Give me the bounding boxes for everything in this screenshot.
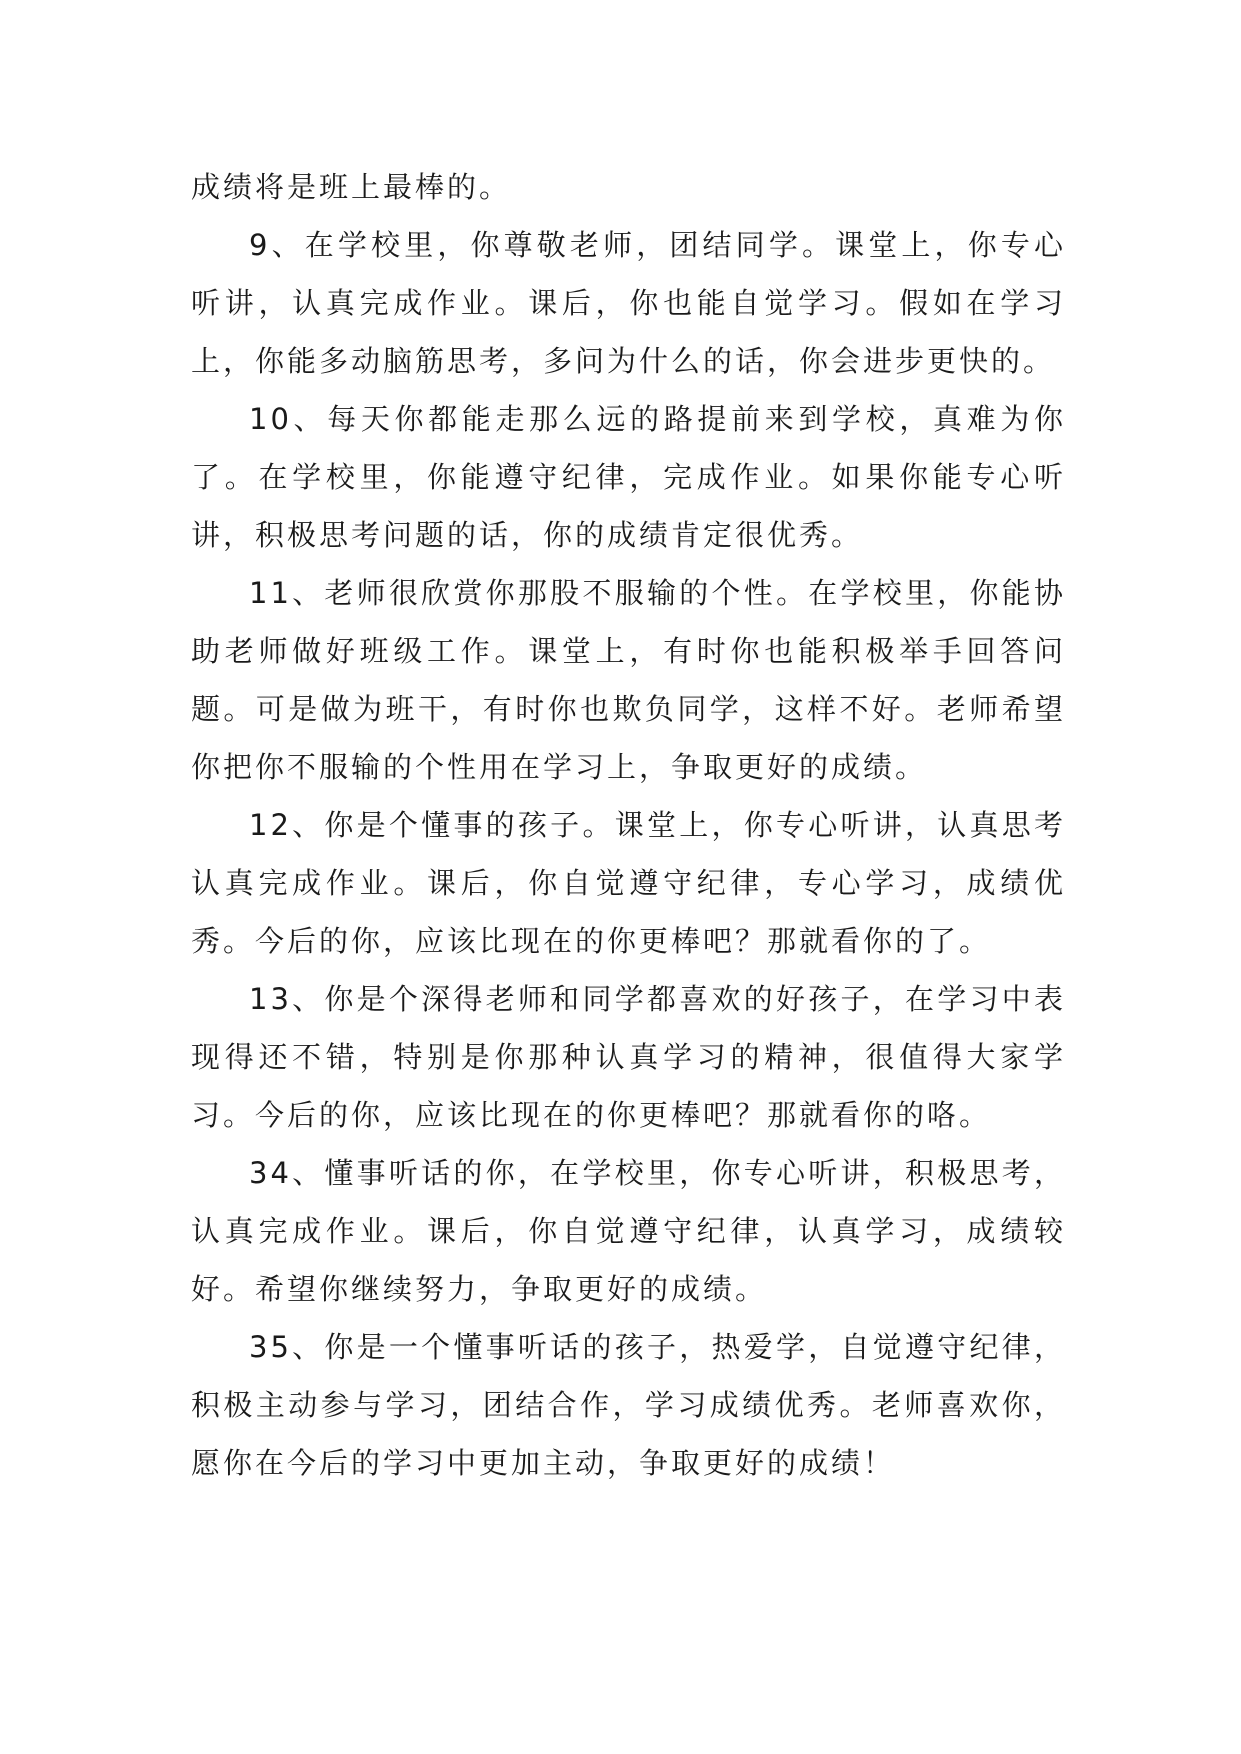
paragraph-comment-12: 12、你是个懂事的孩子。课堂上，你专心听讲，认真思考认真完成作业。课后，你自觉遵守纪律，专心学习，成绩优秀。今后的你，应该比现在的你更棒吧？那就看你的了。	[191, 808, 1066, 958]
paragraph-comment-9: 9、在学校里，你尊敬老师，团结同学。课堂上，你专心听讲，认真完成作业。课后，你也能自觉学习。假如在学习上，你能多动脑筋思考，多问为什么的话，你会进步更快的。	[191, 228, 1066, 378]
paragraph-continuation: 成绩将是班上最棒的。	[191, 170, 512, 204]
paragraph-comment-10: 10、每天你都能走那么远的路提前来到学校，真难为你了。在学校里，你能遵守纪律，完成作业。如果你能专心听讲，积极思考问题的话，你的成绩肯定很优秀。	[191, 402, 1066, 552]
paragraph-comment-34: 34、懂事听话的你，在学校里，你专心听讲，积极思考，认真完成作业。课后，你自觉遵守纪律，认真学习，成绩较好。希望你继续努力，争取更好的成绩。	[191, 1156, 1066, 1306]
paragraph-comment-35: 35、你是一个懂事听话的孩子，热爱学，自觉遵守纪律，积极主动参与学习，团结合作，学习成绩优秀。老师喜欢你，愿你在今后的学习中更加主动，争取更好的成绩！	[191, 1330, 1066, 1480]
paragraph-comment-13: 13、你是个深得老师和同学都喜欢的好孩子，在学习中表现得还不错，特别是你那种认真学习的精神，很值得大家学习。今后的你，应该比现在的你更棒吧？那就看你的咯。	[191, 982, 1066, 1132]
paragraph-comment-11: 11、老师很欣赏你那股不服输的个性。在学校里，你能协助老师做好班级工作。课堂上，有时你也能积极举手回答问题。可是做为班干，有时你也欺负同学，这样不好。老师希望你把你不服输的个性用在学习上，争取更好的成绩。	[191, 576, 1066, 784]
document-body	[191, 158, 1066, 1492]
